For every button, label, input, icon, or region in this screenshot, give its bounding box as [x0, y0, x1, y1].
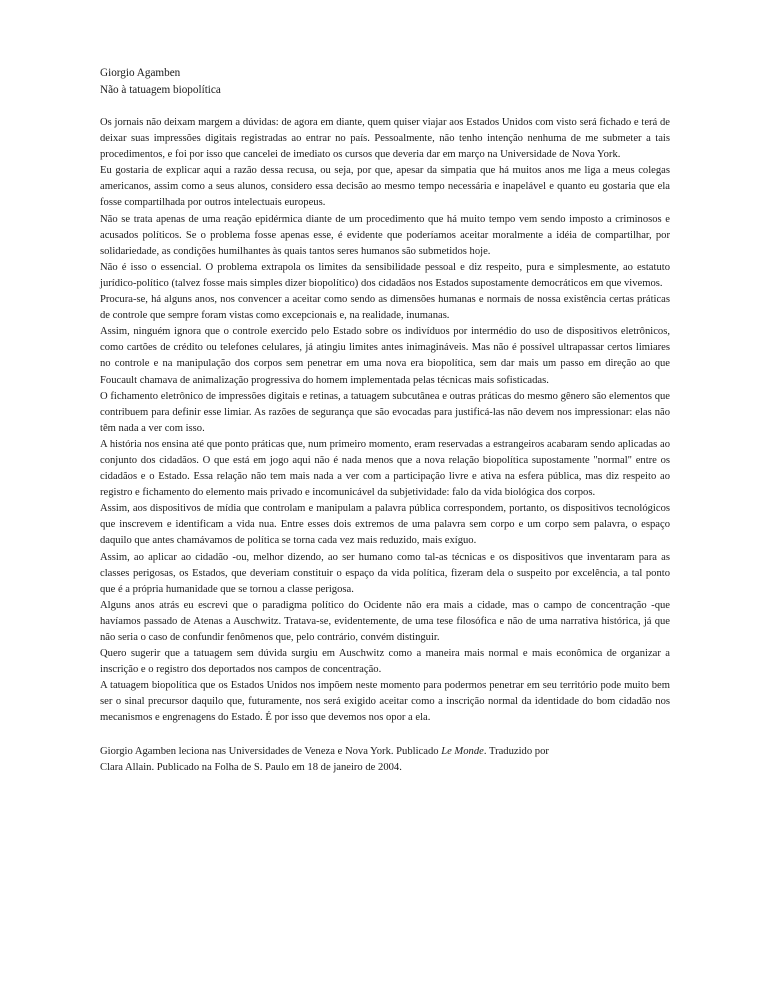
paragraph: Assim, ninguém ignora que o controle exercido pelo Estado sobre os indivíduos por intermédio do uso de dispositivos eletrônicos, como cartões de crédito ou telefones celulares, já atingiu limites antes inimagináveis. Mas não é possível ultrapassar certos limiares no controle e na manipulação dos corpos sem penetrar em uma nova era biopolítica, sem dar mais um passo em direção ao que Foucault chamava de animalização progressiva do homem implementada pelas técnicas mais sofisticadas. — [100, 326, 670, 386]
document-page — [100, 65, 670, 777]
article-body — [100, 115, 670, 727]
author-name: Giorgio Agamben — [100, 67, 181, 79]
paragraph: Alguns anos atrás eu escrevi que o paradigma político do Ocidente não era mais a cidade, mas o campo de concentração -que havíamos passado de Atenas a Auschwitz. Tratava-se, evidentemente, de uma tese filosófica e não de uma narrativa histórica, já que não seria o caso de confundir fenômenos que, pelo contrário, convém distinguir. — [100, 599, 670, 643]
author-note-line-2: Clara Allain. Publicado na Folha de S. Paulo em 18 de janeiro de 2004. — [100, 762, 402, 774]
paragraph: Procura-se, há alguns anos, nos convencer a aceitar como sendo as dimensões humanas e normais de nossa existência certas práticas de controle que sempre foram vistas como excepcionais e, na realidade, inumanas. — [100, 294, 670, 322]
author-note-text: Giorgio Agamben leciona nas Universidades de Veneza e Nova York. Publicado — [100, 745, 442, 757]
paragraph: Assim, aos dispositivos de mídia que controlam e manipulam a palavra pública correspondem, portanto, os dispositivos tecnológicos que inscrevem e identificam a vida nua. Entre esses dois extremos de uma palavra sem corpo e um corpo sem palavra, o espaço daquilo que antes chamávamos de política se torna cada vez mais reduzido, mais exíguo. — [100, 503, 670, 547]
paragraph: Não é isso o essencial. O problema extrapola os limites da sensibilidade pessoal e diz respeito, pura e simplesmente, ao estatuto jurídico-político (talvez fosse mais simples dizer biopolítico) dos cidadãos nos Estados supostamente democráticos em que vivemos. — [100, 261, 670, 289]
author-note-text: . Traduzido por — [483, 745, 549, 757]
paragraph: Assim, ao aplicar ao cidadão -ou, melhor dizendo, ao ser humano como tal-as técnicas e os dispositivos que inventaram para as classes perigosas, os Estados, que deveriam constituir o espaço da vida política, fizeram dela o suspeito por excelência, a tal ponto que é a própria humanidade que se tornou a classe perigosa. — [100, 551, 670, 595]
paragraph: Não se trata apenas de uma reação epidérmica diante de um procedimento que há muito tempo vem sendo imposto a criminosos e acusados políticos. Se o problema fosse apenas esse, é evidente que poderíamos aceitar moralmente a idéia de compartilhar, por solidariedade, as condições humilhantes às quais tantos seres humanos são submetidos hoje. — [100, 213, 670, 257]
source-publication: Le Monde — [441, 745, 484, 757]
author-note-line-1 — [100, 744, 670, 761]
paragraph: A tatuagem biopolítica que os Estados Unidos nos impõem neste momento para podermos penetrar em seu território pode muito bem ser o sinal precursor daquilo que, futuramente, nos será exigido aceitar como a inscrição normal da identidade do bom cidadão nos mecanismos e engrenagens do Estado. É por isso que devemos nos opor a ela. — [100, 680, 670, 724]
document-header — [100, 65, 670, 98]
author-note — [100, 744, 670, 777]
paragraph: Os jornais não deixam margem a dúvidas: de agora em diante, quem quiser viajar aos Estados Unidos com visto será fichado e terá de deixar suas impressões digitais registradas ao entrar no país. Pessoalmente, não tenho intenção nenhuma de me submeter a tais procedimentos, e foi por isso que cancelei de imediato os cursos que deveria dar em março na Universidade de Nova York. — [100, 117, 670, 161]
article-title: Não à tatuagem biopolítica — [100, 83, 221, 96]
paragraph: O fichamento eletrônico de impressões digitais e retinas, a tatuagem subcutânea e outras práticas do mesmo gênero são elementos que contribuem para definir esse limiar. As razões de segurança que são evocadas para justificá-las não devem nos impressionar: elas não têm nada a ver com isso. — [100, 390, 670, 434]
paragraph: A história nos ensina até que ponto práticas que, num primeiro momento, eram reservadas a estrangeiros acabaram sendo aplicadas ao conjunto dos cidadãos. O que está em jogo aqui não é nada menos que a nova relação biopolítica supostamente "normal" entre os cidadãos e o Estado. Essa relação não tem mais nada a ver com a participação livre e ativa na esfera pública, mas diz respeito ao registro e fichamento do elemento mais privado e incomunicável da subjetividade: falo da vida biológica dos corpos. — [100, 438, 670, 499]
paragraph: Eu gostaria de explicar aqui a razão dessa recusa, ou seja, por que, apesar da simpatia que há muitos anos me liga a meus colegas americanos, assim como a seus alunos, considero essa decisão ao mesmo tempo necessária e inapelável e quanto eu gostaria que ela fosse compartilhada por outros intelectuais europeus. — [100, 165, 670, 209]
paragraph: Quero sugerir que a tatuagem sem dúvida surgiu em Auschwitz como a maneira mais normal e mais econômica de organizar a inscrição e o registro dos deportados nos campos de concentração. — [100, 648, 670, 676]
